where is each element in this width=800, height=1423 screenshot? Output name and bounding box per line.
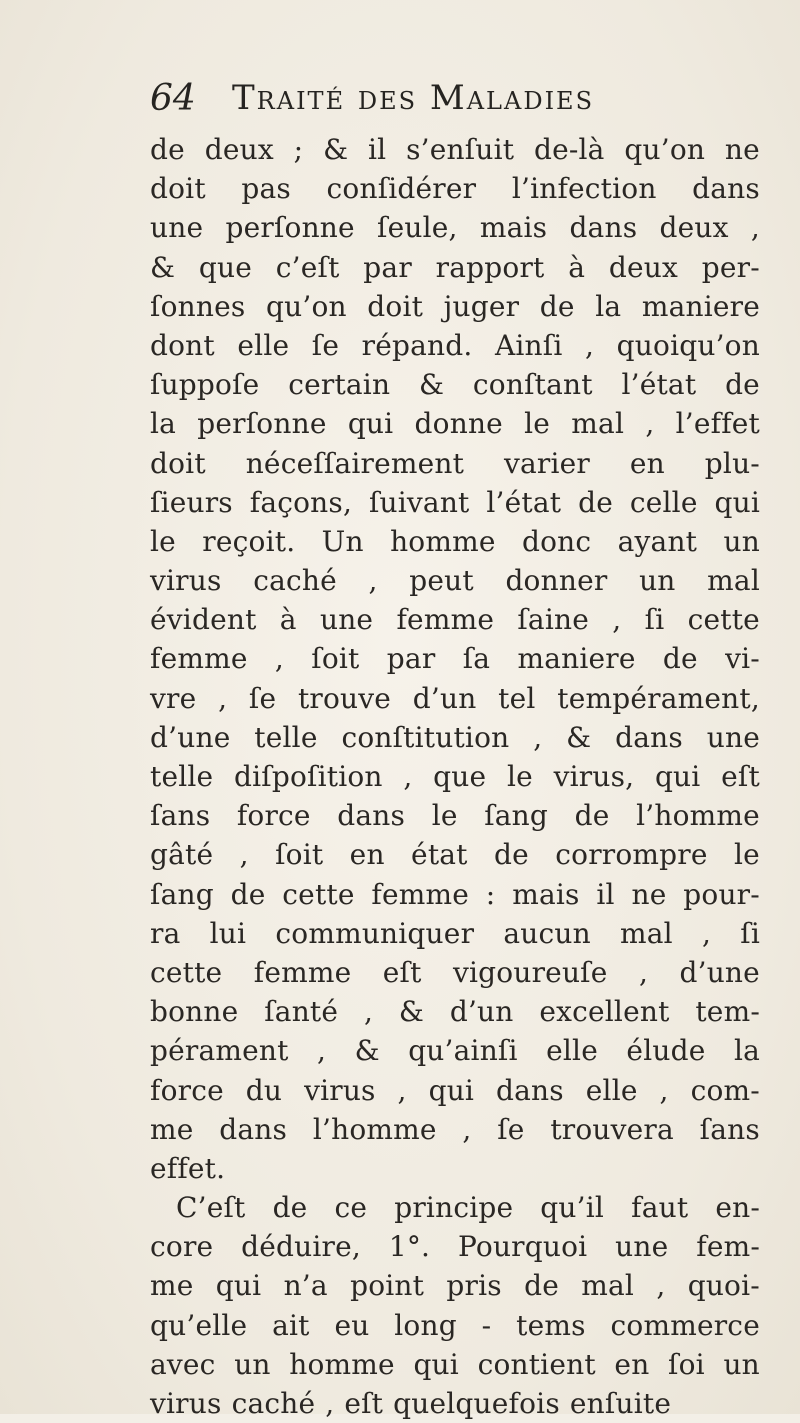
text-line: me dans l’homme , ſe trouvera ſans: [150, 1112, 760, 1146]
text-line: effet.: [150, 1151, 226, 1185]
text-line: évident à une femme ſaine , ſi cette: [150, 603, 760, 637]
text-line: doit néceſſairement varier en plu-: [150, 446, 760, 480]
text-line: virus caché , peut donner un mal: [150, 564, 760, 598]
text-line: cette femme eſt vigoureuſe , d’une: [150, 955, 760, 989]
text-line: le reçoit. Un homme donc ayant un: [150, 524, 760, 558]
page-header: [150, 78, 750, 130]
text-line: avec un homme qui contient en ſoi un: [150, 1347, 760, 1381]
text-line: ſuppoſe certain & conſtant l’état de: [150, 368, 760, 402]
text-line: me qui n’a point pris de mal , quoi-: [150, 1269, 760, 1303]
text-line: qu’elle ait eu long - tems commerce: [150, 1308, 760, 1342]
running-title: Traité des Maladies: [232, 78, 595, 118]
text-line: vre , ſe trouve d’un tel tempérament,: [150, 681, 760, 715]
text-line: dont elle ſe répand. Ainſi , quoiqu’on: [150, 328, 760, 362]
text-line: ſieurs façons, ſuivant l’état de celle qui: [150, 485, 760, 519]
text-line: ra lui communiquer aucun mal , ſi: [150, 916, 760, 950]
text-line: force du virus , qui dans elle , com-: [150, 1073, 760, 1107]
text-line: core déduire, 1°. Pourquoi une fem-: [150, 1230, 760, 1264]
text-line: virus caché , eſt quelquefois enſuite: [150, 1387, 672, 1420]
text-line: la perſonne qui donne le mal , l’effet: [150, 407, 760, 441]
text-line: doit pas conſidérer l’infection dans: [150, 172, 760, 206]
text-line: C’eſt de ce principe qu’il faut en-: [176, 1191, 760, 1225]
text-line: telle diſpoſition , que le virus, qui eſt: [150, 760, 760, 793]
text-line: & que c’eſt par rapport à deux per-: [150, 250, 760, 284]
text-line: une perſonne ſeule, mais dans deux ,: [150, 211, 760, 245]
text-line: ſans force dans le ſang de l’homme: [150, 799, 760, 833]
page-number: 64: [150, 78, 196, 119]
text-line: de deux ; & il s’enſuit de-là qu’on ne: [150, 133, 760, 166]
text-line: pérament , & qu’ainſi elle élude la: [150, 1034, 760, 1068]
text-line: femme , ſoit par ſa maniere de vi-: [150, 642, 760, 676]
text-line: ſang de cette femme : mais il ne pour-: [150, 877, 760, 911]
text-line: bonne ſanté , & d’un excellent tem-: [150, 995, 760, 1029]
text-line: gâté , ſoit en état de corrompre le: [150, 838, 760, 872]
text-line: d’une telle conſtitution , & dans une: [150, 720, 760, 754]
body-text: [150, 130, 760, 1423]
text-line: ſonnes qu’on doit juger de la maniere: [150, 289, 760, 323]
